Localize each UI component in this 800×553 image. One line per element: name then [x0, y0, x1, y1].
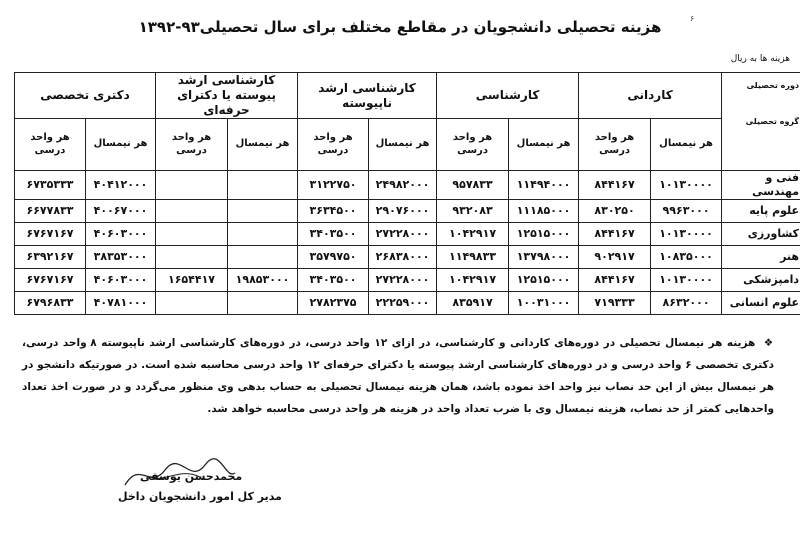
group-header: دکتری تخصصی [15, 73, 156, 119]
group-header: کارشناسی [437, 73, 579, 119]
table-cell: ۸۴۴۱۶۷ [579, 268, 651, 291]
table-cell [156, 245, 228, 268]
table-cell: ۴۰۷۸۱۰۰۰ [86, 291, 156, 314]
sub-header: هر واحد درسی [156, 119, 228, 171]
table-cell: ۴۰۰۶۷۰۰۰ [86, 199, 156, 222]
table-cell: ۲۹۰۷۶۰۰۰ [369, 199, 437, 222]
signatory-name: محمدحسن یوسفی [140, 470, 243, 483]
page-number: ۶ [690, 14, 695, 23]
table-cell: ۹۹۶۳۰۰۰ [651, 199, 722, 222]
row-label: دامپزشکی [722, 268, 800, 291]
bullet-icon: ❖ [763, 337, 775, 349]
fees-table [14, 72, 800, 315]
table-cell [156, 291, 228, 314]
table-cell [228, 222, 298, 245]
table-cell: ۱۱۴۹۴۰۰۰ [509, 171, 579, 200]
table-cell: ۱۲۵۱۵۰۰۰ [509, 268, 579, 291]
sub-header: هر نیمسال [509, 119, 579, 171]
table-cell: ۱۱۱۸۵۰۰۰ [509, 199, 579, 222]
table-cell: ۹۳۲۰۸۳ [437, 199, 509, 222]
table-cell: ۶۶۷۷۸۳۳ [15, 199, 86, 222]
sub-header: هر واحد درسی [15, 119, 86, 171]
table-row [15, 199, 800, 222]
table-cell: ۶۳۹۲۱۶۷ [15, 245, 86, 268]
table-row [15, 291, 800, 314]
table-cell: ۴۰۶۰۳۰۰۰ [86, 268, 156, 291]
table-row [15, 268, 800, 291]
group-header: کارشناسی ارشد ناپیوسته [298, 73, 437, 119]
unit-note: هزینه ها به ریال [730, 54, 790, 64]
table-cell: ۲۴۹۸۲۰۰۰ [369, 171, 437, 200]
table-cell: ۱۰۴۲۹۱۷ [437, 268, 509, 291]
table-cell: ۲۶۸۳۸۰۰۰ [369, 245, 437, 268]
row-label: کشاورزی [722, 222, 800, 245]
table-cell: ۱۳۷۹۸۰۰۰ [509, 245, 579, 268]
table-cell: ۸۶۳۲۰۰۰ [651, 291, 722, 314]
table-cell: ۳۱۲۲۷۵۰ [298, 171, 369, 200]
signatory-title: مدیر کل امور دانشجویان داخل [118, 490, 282, 503]
corner-header [722, 73, 800, 171]
table-cell: ۹۵۷۸۳۳ [437, 171, 509, 200]
table-cell [156, 171, 228, 200]
table-cell [228, 171, 298, 200]
sub-header: هر نیمسال [228, 119, 298, 171]
table-cell: ۶۷۹۶۸۳۳ [15, 291, 86, 314]
footnote [22, 332, 774, 420]
table-cell: ۳۴۰۳۵۰۰ [298, 268, 369, 291]
table-cell: ۲۷۲۲۸۰۰۰ [369, 222, 437, 245]
table-cell: ۱۰۰۳۱۰۰۰ [509, 291, 579, 314]
table-cell: ۹۰۲۹۱۷ [579, 245, 651, 268]
table-cell: ۳۶۳۴۵۰۰ [298, 199, 369, 222]
table-cell: ۶۷۳۵۳۳۳ [15, 171, 86, 200]
table-cell [228, 291, 298, 314]
table-cell: ۱۱۴۹۸۳۳ [437, 245, 509, 268]
table-cell: ۱۶۵۴۴۱۷ [156, 268, 228, 291]
table-cell: ۸۴۴۱۶۷ [579, 222, 651, 245]
table-cell: ۳۴۰۳۵۰۰ [298, 222, 369, 245]
document-title: هزینه تحصیلی دانشجویان در مقاطع مختلف برای سال تحصیلی۹۳-۱۳۹۲ [138, 18, 662, 36]
table-cell: ۶۷۶۷۱۶۷ [15, 222, 86, 245]
sub-header: هر واحد درسی [579, 119, 651, 171]
corner-group-label: گروه تحصیلی [745, 117, 800, 126]
sub-header: هر نیمسال [86, 119, 156, 171]
table-cell: ۱۰۱۳۰۰۰۰ [651, 222, 722, 245]
table-cell: ۱۹۸۵۳۰۰۰ [228, 268, 298, 291]
table-cell: ۴۰۴۱۲۰۰۰ [86, 171, 156, 200]
table-cell: ۴۰۶۰۳۰۰۰ [86, 222, 156, 245]
table-cell: ۱۰۱۳۰۰۰۰ [651, 268, 722, 291]
table-cell [156, 199, 228, 222]
table-cell: ۷۱۹۳۳۳ [579, 291, 651, 314]
table-cell: ۱۰۸۳۵۰۰۰ [651, 245, 722, 268]
table-row [15, 222, 800, 245]
table-cell: ۲۲۲۵۹۰۰۰ [369, 291, 437, 314]
table-cell [156, 222, 228, 245]
table-cell: ۱۰۱۳۰۰۰۰ [651, 171, 722, 200]
table-cell [228, 245, 298, 268]
table-cell: ۱۰۴۲۹۱۷ [437, 222, 509, 245]
table-cell: ۱۲۵۱۵۰۰۰ [509, 222, 579, 245]
group-header: کاردانی [579, 73, 722, 119]
table-row [15, 245, 800, 268]
row-label: هنر [722, 245, 800, 268]
table-cell: ۸۳۵۹۱۷ [437, 291, 509, 314]
row-label: علوم انسانی [722, 291, 800, 314]
table-cell [228, 199, 298, 222]
table-cell: ۳۵۷۹۷۵۰ [298, 245, 369, 268]
table-cell: ۲۷۲۲۸۰۰۰ [369, 268, 437, 291]
footnote-text: هزینه هر نیمسال تحصیلی در دوره‌های کاردانی و کارشناسی، در ازای ۱۲ واحد درسی، در دوره‌های کارشناسی ارشد ناپیوسته ۸ واحد درسی، دکتری تخصصی ۶ واحد درسی و در دوره‌های کارشناسی ارشد پیوسته یا دکترای حرفه‌ای ۱۲ واحد درسی محاسبه شده است. در صورتیکه دانشجو در هر نیمسال بیش از این حد نصاب نیز واحد اخذ نموده باشد، همان هزینه نیمسال تحصیلی به حساب بدهی وی منظور می‌گردد و در صورت اخذ تعداد واحدهایی کمتر از حد نصاب، هزینه نیمسال وی با ضرب تعداد واحد در هزینه هر واحد درسی محاسبه خواهد شد. [22, 337, 774, 415]
row-label: فنی و مهندسی [722, 171, 800, 200]
table-cell: ۸۳۰۲۵۰ [579, 199, 651, 222]
table-cell: ۸۴۴۱۶۷ [579, 171, 651, 200]
corner-period-label: دوره تحصیلی [746, 81, 800, 90]
table-cell: ۶۷۶۷۱۶۷ [15, 268, 86, 291]
table-cell: ۲۷۸۲۳۷۵ [298, 291, 369, 314]
row-label: علوم پایه [722, 199, 800, 222]
table-cell: ۳۸۳۵۳۰۰۰ [86, 245, 156, 268]
sub-header: هر نیمسال [369, 119, 437, 171]
sub-header: هر نیمسال [651, 119, 722, 171]
group-header: کارشناسی ارشد پیوسته یا دکترای حرفه‌ای [156, 73, 298, 119]
sub-header: هر واحد درسی [298, 119, 369, 171]
sub-header: هر واحد درسی [437, 119, 509, 171]
table-row [15, 171, 800, 200]
